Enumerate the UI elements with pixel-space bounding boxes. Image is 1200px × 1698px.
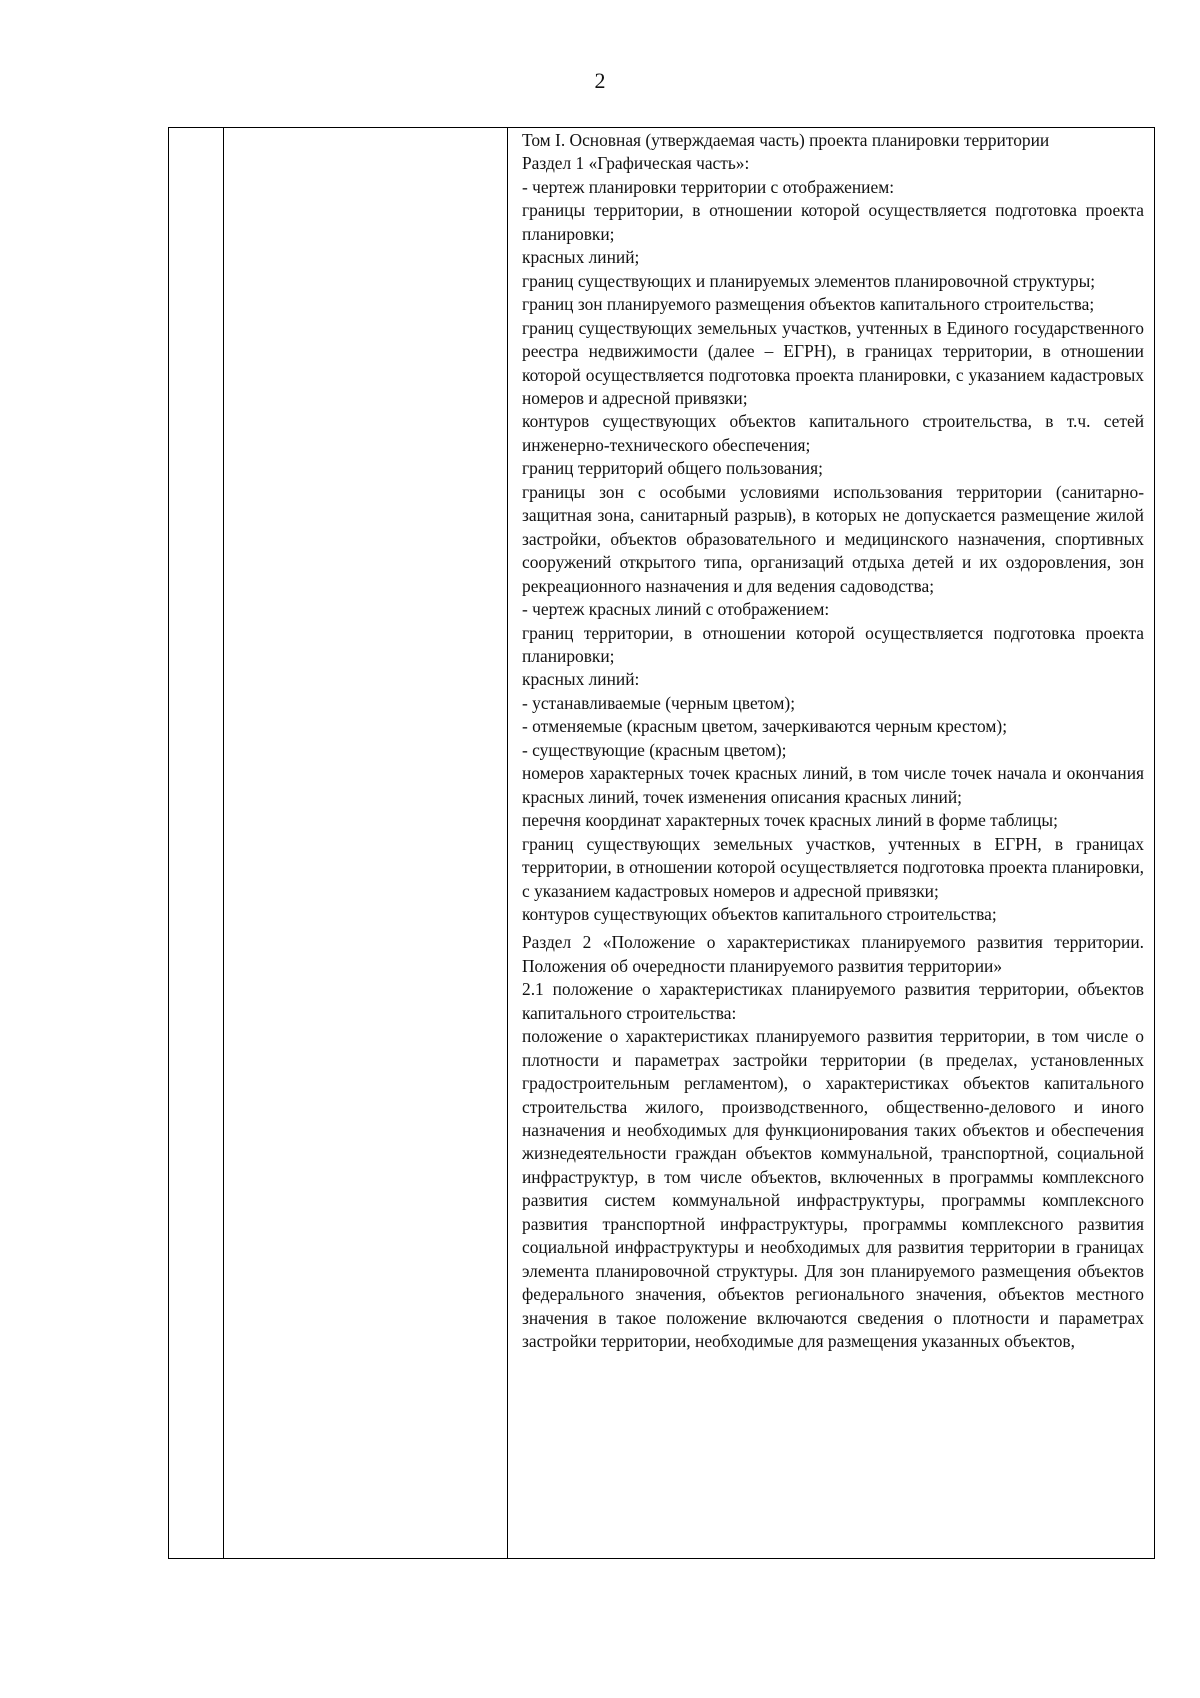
list-item: границ существующих земельных участков, учтенных в ЕГРН, в границах территории, в отношении которой осуществляется подготовка проекта планировки, с указанием кадастровых номеров и адресной привязки; bbox=[522, 833, 1144, 901]
list-item: границ существующих и планируемых элементов планировочной структуры; bbox=[522, 270, 1096, 291]
list-item: номеров характерных точек красных линий, в том числе точек начала и окончания красных линий, точек изменения описания красных линий; bbox=[522, 763, 1144, 807]
volume-heading: Том I. Основная (утверждаемая часть) проекта планировки территории bbox=[522, 130, 1050, 150]
list-item: красных линий: bbox=[522, 669, 640, 690]
list-item: границы зон с особыми условиями использования территории (санитарно-защитная зона, санитарный разрыв), в которых не допускается размещение жилой застройки, объектов образовательного и медицинского назначения, спортивных сооружений открытого типа, организаций отдыха детей и их оздоровления, зон рекреационного назначения и для ведения садоводства; bbox=[522, 481, 1144, 596]
list-item: - существующие (красным цветом); bbox=[522, 739, 787, 760]
list-item: границ территории, в отношении которой осуществляется подготовка проекта планировки; bbox=[522, 622, 1144, 666]
body-paragraph: положение о характеристиках планируемого развития территории, в том числе о плотности и параметрах застройки территории (в пределах, установленных градостроительным регламентом), о характеристиках объектов капитального строительства жилого, производственного, общественно-делового и иного назначения и необходимых для функционирования таких объектов и обеспечения жизнедеятельности граждан объектов коммунальной, транспортной, социальной инфраструктур, в том числе объектов, включенных в программы комплексного развития систем коммунальной инфраструктуры, программы комплексного развития транспортной инфраструктуры, программы комплексного развития социальной инфраструктуры и необходимых для развития территории в границах элемента планировочной структуры. Для зон планируемого размещения объектов федерального значения, объектов регионального значения, объектов местного значения в такое положение включаются сведения о плотности и параметрах застройки территории, необходимые для размещения указанных объектов, bbox=[522, 1026, 1144, 1352]
column-divider-1 bbox=[223, 128, 224, 1558]
list-item: границы территории, в отношении которой осуществляется подготовка проекта планировки; bbox=[522, 200, 1144, 244]
list-item: - устанавливаемые (черным цветом); bbox=[522, 692, 796, 713]
list-item: - отменяемые (красным цветом, зачеркиваются черным крестом); bbox=[522, 716, 1008, 737]
subsection-heading: 2.1 положение о характеристиках планируемого развития территории, объектов капитального строительства: bbox=[522, 979, 1144, 1023]
page-number: 2 bbox=[594, 68, 606, 93]
table-cell-content bbox=[522, 129, 1144, 1354]
list-item: границ зон планируемого размещения объектов капитального строительства; bbox=[522, 294, 1095, 315]
list-item: контуров существующих объектов капитального строительства, в т.ч. сетей инженерно-технического обеспечения; bbox=[522, 411, 1144, 455]
list-item: - чертеж красных линий с отображением: bbox=[522, 599, 830, 620]
table-frame bbox=[168, 127, 1155, 1559]
list-item: контуров существующих объектов капитального строительства; bbox=[522, 903, 997, 924]
list-item: границ существующих земельных участков, учтенных в Единого государственного реестра недвижимости (далее – ЕГРН), в границах территории, в отношении которой осуществляется подготовка проекта планировки, с указанием кадастровых номеров и адресной привязки; bbox=[522, 317, 1144, 408]
list-item: границ территорий общего пользования; bbox=[522, 458, 823, 479]
list-item: перечня координат характерных точек красных линий в форме таблицы; bbox=[522, 810, 1058, 831]
column-divider-2 bbox=[507, 128, 508, 1558]
list-item: - чертеж планировки территории с отображением: bbox=[522, 176, 895, 197]
list-item: красных линий; bbox=[522, 247, 640, 268]
section-2-heading: Раздел 2 «Положение о характеристиках планируемого развития территории. Положения об очередности планируемого развития территории» bbox=[522, 932, 1144, 976]
section-1-heading: Раздел 1 «Графическая часть»: bbox=[522, 153, 750, 174]
